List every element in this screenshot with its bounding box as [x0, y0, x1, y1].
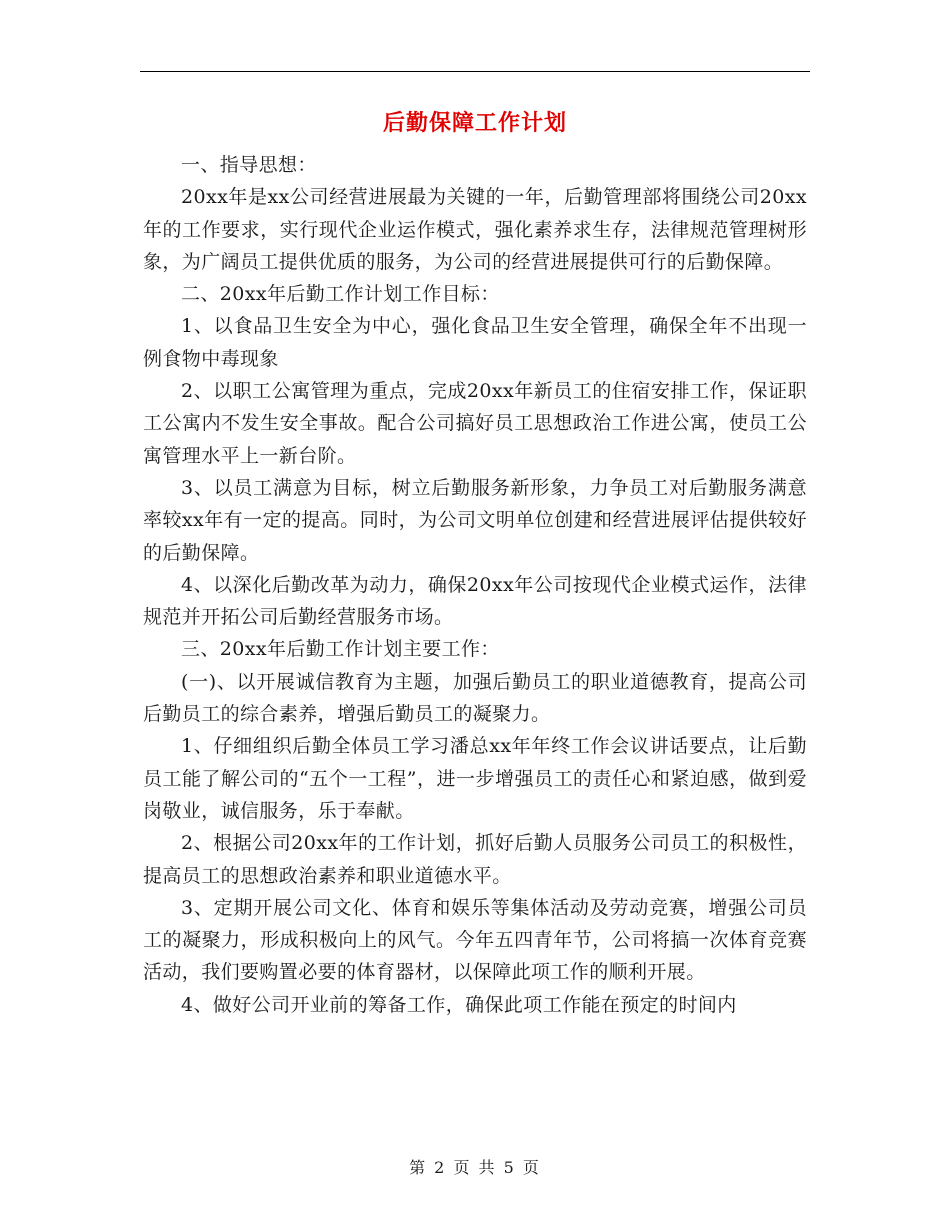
paragraph-goal-2: 2、以职工公寓管理为重点，完成20xx年新员工的住宿安排工作，保证职工公寓内不发生安全事故。配合公司搞好员工思想政治工作进公寓，使员工公寓管理水平上一新台阶。 [143, 380, 807, 467]
document-title: 后勤保障工作计划 [382, 110, 567, 136]
paragraph-guiding-ideology: 20xx年是xx公司经营进展最为关键的一年，后勤管理部将围绕公司20xx年的工作要求，实行现代企业运作模式，强化素养求生存，法律规范管理树形象，为广阔员工提供优质的服务，为公司的经营进展提供可行的后勤保障。 [143, 186, 807, 273]
paragraph-task-2: 2、根据公司20xx年的工作计划，抓好后勤人员服务公司员工的积极性，提高员工的思想政治素养和职业道德水平。 [143, 832, 807, 887]
header-rule [140, 71, 810, 72]
paragraph-section-1-heading: (一)、以开展诚信教育为主题，加强后勤员工的职业道德教育，提高公司后勤员工的综合素养，增强后勤员工的凝聚力。 [143, 670, 807, 726]
paragraph-guiding-ideology-heading: 一、指导思想： [181, 154, 317, 176]
paragraph-task-1: 1、仔细组织后勤全体员工学习潘总xx年年终工作会议讲话要点，让后勤员工能了解公司的“五个一工程”，进一步增强员工的责任心和紧迫感，做到爱岗敬业，诚信服务，乐于奉献。 [143, 735, 807, 822]
paragraph-task-3: 3、定期开展公司文化、体育和娱乐等集体活动及劳动竞赛，增强公司员工的凝聚力，形成积极向上的风气。今年五四青年节，公司将搞一次体育竞赛活动，我们要购置必要的体育器材，以保障此项工作的顺利开展。 [143, 896, 807, 984]
page-number-footer: 第 2 页 共 5 页 [409, 1158, 541, 1177]
paragraph-goal-4: 4、以深化后勤改革为动力，确保20xx年公司按现代企业模式运作，法律规范并开拓公司后勤经营服务市场。 [143, 573, 807, 629]
paragraph-main-work-heading: 三、20xx年后勤工作计划主要工作： [181, 638, 500, 661]
paragraph-goals-heading: 二、20xx年后勤工作计划工作目标： [181, 283, 500, 306]
paragraph-goal-3: 3、以员工满意为目标，树立后勤服务新形象，力争员工对后勤服务满意率较xx年有一定的提高。同时，为公司文明单位创建和经营进展评估提供较好的后勤保障。 [143, 476, 807, 564]
paragraph-task-4: 4、做好公司开业前的筹备工作，确保此项工作能在预定的时间内 [181, 993, 737, 1016]
document-body [143, 149, 807, 1021]
paragraph-goal-1: 1、以食品卫生安全为中心，强化食品卫生安全管理，确保全年不出现一例食物中毒现象 [143, 315, 807, 370]
